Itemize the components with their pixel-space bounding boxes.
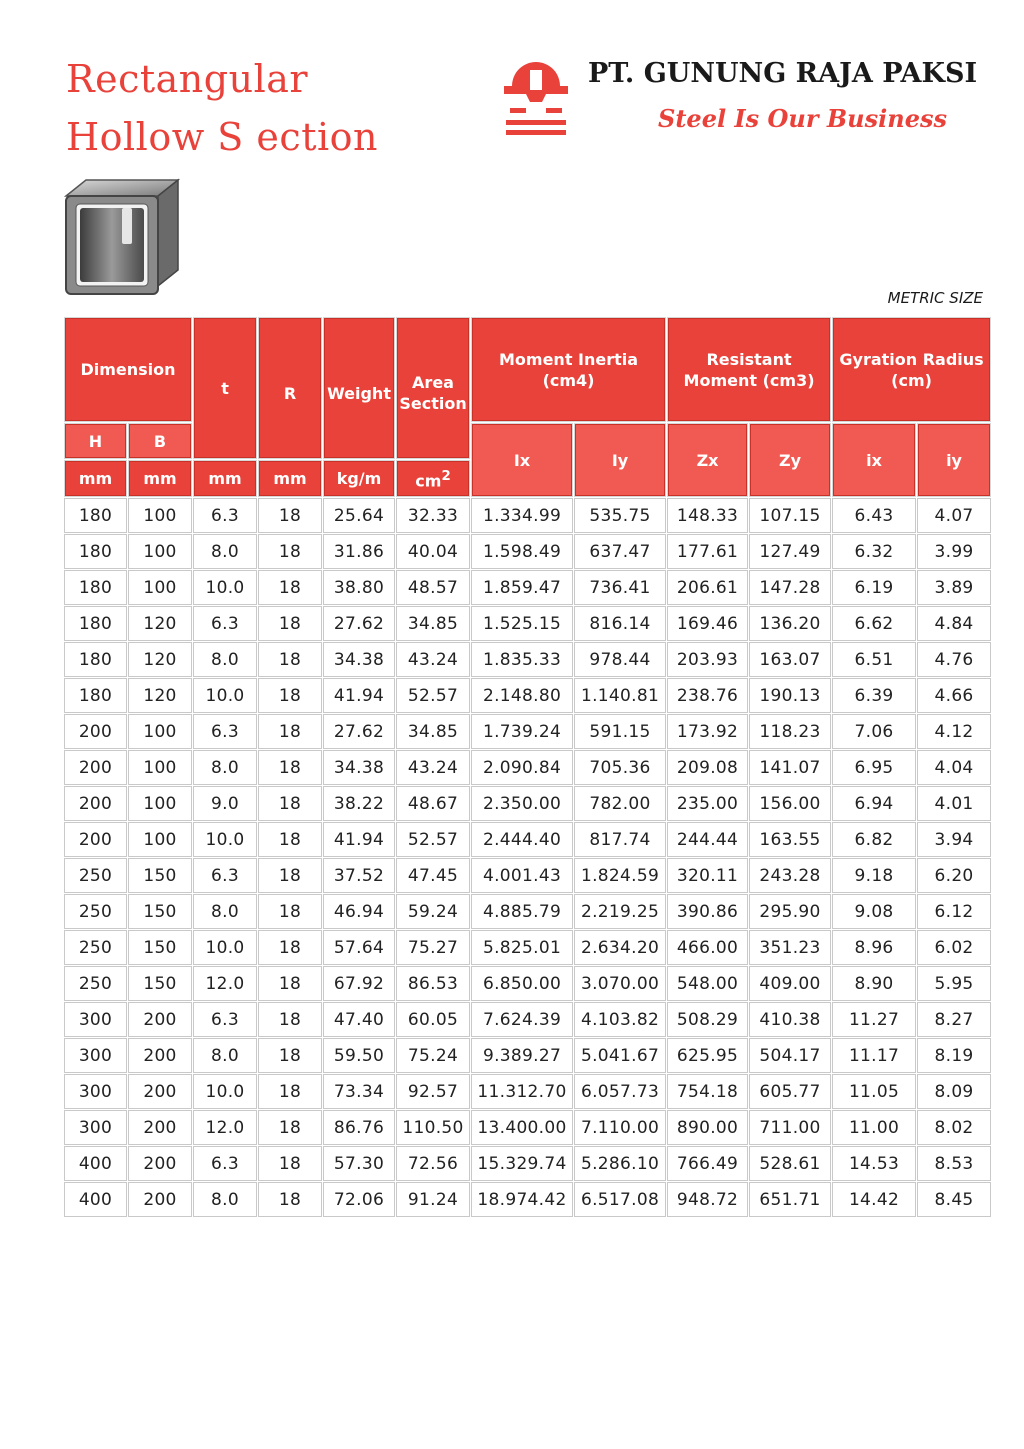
cell-weight: 41.94 — [324, 679, 394, 712]
cell-ix-moment: 2.444.40 — [472, 823, 572, 856]
cell-ix-radius: 6.39 — [833, 679, 915, 712]
cell-ix-moment: 15.329.74 — [472, 1147, 572, 1180]
metric-size-label: METRIC SIZE — [887, 289, 983, 307]
cell-t: 8.0 — [194, 1039, 256, 1072]
cell-t: 10.0 — [194, 1075, 256, 1108]
cell-b: 100 — [129, 715, 191, 748]
cell-weight: 57.30 — [324, 1147, 394, 1180]
cell-zx: 209.08 — [668, 751, 747, 784]
cell-weight: 34.38 — [324, 643, 394, 676]
header-zy: Zy — [750, 424, 830, 496]
cell-weight: 27.62 — [324, 715, 394, 748]
cell-r: 18 — [259, 859, 321, 892]
cell-area: 110.50 — [397, 1111, 469, 1144]
cell-t: 10.0 — [194, 571, 256, 604]
table-row — [65, 1183, 990, 1216]
cell-ix-moment: 18.974.42 — [472, 1183, 572, 1216]
cell-zy: 528.61 — [750, 1147, 830, 1180]
cell-ix-radius: 9.18 — [833, 859, 915, 892]
cell-b: 120 — [129, 643, 191, 676]
cell-ix-radius: 6.62 — [833, 607, 915, 640]
table-row — [65, 1075, 990, 1108]
cell-iy-moment: 6.057.73 — [575, 1075, 665, 1108]
cell-zy: 504.17 — [750, 1039, 830, 1072]
cell-iy-moment: 705.36 — [575, 751, 665, 784]
cell-t: 6.3 — [194, 859, 256, 892]
cell-b: 200 — [129, 1075, 191, 1108]
cell-weight: 25.64 — [324, 499, 394, 532]
cell-area: 34.85 — [397, 715, 469, 748]
header-gyration-radius: Gyration Radius (cm) — [833, 318, 990, 421]
cell-r: 18 — [259, 823, 321, 856]
cell-zx: 766.49 — [668, 1147, 747, 1180]
cell-r: 18 — [259, 1183, 321, 1216]
cell-iy-moment: 1.824.59 — [575, 859, 665, 892]
table-row — [65, 1147, 990, 1180]
cell-ix-moment: 9.389.27 — [472, 1039, 572, 1072]
cell-h: 250 — [65, 859, 126, 892]
cell-h: 300 — [65, 1075, 126, 1108]
cell-zx: 177.61 — [668, 535, 747, 568]
cell-h: 400 — [65, 1183, 126, 1216]
unit-area-base: cm — [415, 471, 442, 491]
cell-r: 18 — [259, 715, 321, 748]
cell-h: 180 — [65, 607, 126, 640]
cell-t: 6.3 — [194, 499, 256, 532]
cell-zy: 605.77 — [750, 1075, 830, 1108]
header-iy-moment: Iy — [575, 424, 665, 496]
cell-h: 300 — [65, 1039, 126, 1072]
rectangular-hollow-section-icon — [60, 174, 184, 298]
cell-ix-moment: 4.885.79 — [472, 895, 572, 928]
cell-iy-radius: 6.02 — [918, 931, 990, 964]
unit-weight: kg/m — [324, 461, 394, 496]
header-zx: Zx — [668, 424, 747, 496]
cell-h: 200 — [65, 787, 126, 820]
cell-h: 250 — [65, 895, 126, 928]
grp-logo-icon — [504, 50, 568, 142]
cell-b: 100 — [129, 823, 191, 856]
cell-h: 300 — [65, 1003, 126, 1036]
cell-area: 40.04 — [397, 535, 469, 568]
table-row — [65, 571, 990, 604]
cell-ix-radius: 6.43 — [833, 499, 915, 532]
table-row — [65, 715, 990, 748]
cell-b: 100 — [129, 787, 191, 820]
header-r: R — [259, 318, 321, 458]
table-row — [65, 859, 990, 892]
cell-iy-moment: 2.634.20 — [575, 931, 665, 964]
cell-iy-radius: 3.94 — [918, 823, 990, 856]
cell-ix-moment: 4.001.43 — [472, 859, 572, 892]
unit-t: mm — [194, 461, 256, 496]
cell-iy-moment: 736.41 — [575, 571, 665, 604]
cell-iy-radius: 3.99 — [918, 535, 990, 568]
cell-h: 180 — [65, 679, 126, 712]
header-weight: Weight — [324, 318, 394, 458]
cell-iy-radius: 5.95 — [918, 967, 990, 1000]
cell-t: 6.3 — [194, 607, 256, 640]
cell-b: 200 — [129, 1039, 191, 1072]
cell-iy-moment: 637.47 — [575, 535, 665, 568]
cell-ix-radius: 6.51 — [833, 643, 915, 676]
cell-ix-moment: 5.825.01 — [472, 931, 572, 964]
cell-t: 8.0 — [194, 751, 256, 784]
cell-b: 200 — [129, 1111, 191, 1144]
header-area-section: Area Section — [397, 318, 469, 458]
cell-weight: 72.06 — [324, 1183, 394, 1216]
cell-b: 200 — [129, 1003, 191, 1036]
table-row — [65, 787, 990, 820]
cell-r: 18 — [259, 1003, 321, 1036]
cell-ix-moment: 2.148.80 — [472, 679, 572, 712]
cell-iy-radius: 8.45 — [918, 1183, 990, 1216]
cell-iy-moment: 6.517.08 — [575, 1183, 665, 1216]
cell-r: 18 — [259, 787, 321, 820]
cell-zx: 169.46 — [668, 607, 747, 640]
cell-b: 150 — [129, 931, 191, 964]
cell-b: 150 — [129, 967, 191, 1000]
cell-zy: 190.13 — [750, 679, 830, 712]
cell-h: 400 — [65, 1147, 126, 1180]
cell-iy-radius: 4.07 — [918, 499, 990, 532]
cell-h: 200 — [65, 715, 126, 748]
cell-h: 300 — [65, 1111, 126, 1144]
cell-t: 6.3 — [194, 715, 256, 748]
cell-area: 59.24 — [397, 895, 469, 928]
header-ix-moment: Ix — [472, 424, 572, 496]
cell-ix-radius: 8.90 — [833, 967, 915, 1000]
table-row — [65, 643, 990, 676]
cell-iy-radius: 3.89 — [918, 571, 990, 604]
cell-zx: 235.00 — [668, 787, 747, 820]
cell-zy: 409.00 — [750, 967, 830, 1000]
cell-h: 250 — [65, 967, 126, 1000]
cell-t: 12.0 — [194, 967, 256, 1000]
cell-area: 43.24 — [397, 643, 469, 676]
header-iy-radius: iy — [918, 424, 990, 496]
cell-weight: 34.38 — [324, 751, 394, 784]
cell-iy-moment: 5.041.67 — [575, 1039, 665, 1072]
cell-weight: 41.94 — [324, 823, 394, 856]
cell-iy-moment: 978.44 — [575, 643, 665, 676]
cell-t: 10.0 — [194, 823, 256, 856]
cell-iy-moment: 3.070.00 — [575, 967, 665, 1000]
cell-h: 200 — [65, 823, 126, 856]
cell-r: 18 — [259, 535, 321, 568]
cell-zy: 410.38 — [750, 1003, 830, 1036]
cell-b: 100 — [129, 571, 191, 604]
cell-b: 120 — [129, 679, 191, 712]
cell-ix-moment: 1.334.99 — [472, 499, 572, 532]
cell-h: 180 — [65, 571, 126, 604]
cell-t: 10.0 — [194, 679, 256, 712]
cell-zy: 107.15 — [750, 499, 830, 532]
title-line-1: Rectangular — [66, 57, 309, 101]
header-h: H — [65, 424, 126, 458]
cell-zy: 156.00 — [750, 787, 830, 820]
cell-r: 18 — [259, 1111, 321, 1144]
cell-iy-radius: 4.04 — [918, 751, 990, 784]
cell-r: 18 — [259, 571, 321, 604]
cell-zy: 141.07 — [750, 751, 830, 784]
cell-ix-moment: 1.739.24 — [472, 715, 572, 748]
cell-b: 120 — [129, 607, 191, 640]
cell-weight: 59.50 — [324, 1039, 394, 1072]
cell-r: 18 — [259, 967, 321, 1000]
cell-h: 200 — [65, 751, 126, 784]
cell-zx: 203.93 — [668, 643, 747, 676]
cell-weight: 86.76 — [324, 1111, 394, 1144]
header-resistant-moment: Resistant Moment (cm3) — [668, 318, 830, 421]
cell-zx: 508.29 — [668, 1003, 747, 1036]
cell-area: 75.24 — [397, 1039, 469, 1072]
cell-weight: 38.22 — [324, 787, 394, 820]
rhs-spec-table — [62, 315, 993, 1219]
cell-t: 8.0 — [194, 895, 256, 928]
cell-zx: 244.44 — [668, 823, 747, 856]
cell-area: 92.57 — [397, 1075, 469, 1108]
cell-ix-moment: 1.835.33 — [472, 643, 572, 676]
cell-iy-radius: 4.76 — [918, 643, 990, 676]
cell-iy-moment: 782.00 — [575, 787, 665, 820]
cell-zx: 238.76 — [668, 679, 747, 712]
unit-h: mm — [65, 461, 126, 496]
cell-t: 8.0 — [194, 643, 256, 676]
cell-area: 48.67 — [397, 787, 469, 820]
cell-zx: 625.95 — [668, 1039, 747, 1072]
cell-ix-moment: 7.624.39 — [472, 1003, 572, 1036]
cell-t: 6.3 — [194, 1147, 256, 1180]
table-row — [65, 679, 990, 712]
cell-ix-radius: 6.94 — [833, 787, 915, 820]
page-title — [66, 50, 378, 166]
table-row — [65, 499, 990, 532]
cell-b: 150 — [129, 859, 191, 892]
cell-ix-radius: 9.08 — [833, 895, 915, 928]
cell-r: 18 — [259, 1147, 321, 1180]
cell-b: 200 — [129, 1147, 191, 1180]
cell-ix-moment: 1.525.15 — [472, 607, 572, 640]
cell-ix-radius: 11.05 — [833, 1075, 915, 1108]
header-dimension: Dimension — [65, 318, 191, 421]
cell-t: 12.0 — [194, 1111, 256, 1144]
cell-zy: 136.20 — [750, 607, 830, 640]
cell-iy-moment: 817.74 — [575, 823, 665, 856]
cell-iy-radius: 4.84 — [918, 607, 990, 640]
cell-weight: 27.62 — [324, 607, 394, 640]
cell-b: 150 — [129, 895, 191, 928]
cell-iy-moment: 591.15 — [575, 715, 665, 748]
cell-area: 72.56 — [397, 1147, 469, 1180]
cell-iy-radius: 4.66 — [918, 679, 990, 712]
table-body — [65, 499, 990, 1216]
cell-ix-radius: 8.96 — [833, 931, 915, 964]
cell-r: 18 — [259, 1039, 321, 1072]
cell-ix-radius: 7.06 — [833, 715, 915, 748]
cell-zx: 466.00 — [668, 931, 747, 964]
company-name: PT. GUNUNG RAJA PAKSI — [588, 58, 978, 89]
cell-zx: 148.33 — [668, 499, 747, 532]
cell-ix-radius: 11.27 — [833, 1003, 915, 1036]
cell-iy-moment: 5.286.10 — [575, 1147, 665, 1180]
cell-t: 10.0 — [194, 931, 256, 964]
cell-ix-moment: 1.598.49 — [472, 535, 572, 568]
cell-ix-radius: 11.00 — [833, 1111, 915, 1144]
cell-area: 52.57 — [397, 679, 469, 712]
cell-area: 32.33 — [397, 499, 469, 532]
table-row — [65, 823, 990, 856]
cell-iy-moment: 2.219.25 — [575, 895, 665, 928]
table-row — [65, 1039, 990, 1072]
table-row — [65, 931, 990, 964]
unit-area — [397, 461, 469, 496]
cell-zx: 754.18 — [668, 1075, 747, 1108]
cell-zx: 206.61 — [668, 571, 747, 604]
cell-weight: 67.92 — [324, 967, 394, 1000]
cell-zy: 147.28 — [750, 571, 830, 604]
cell-zy: 163.07 — [750, 643, 830, 676]
cell-ix-moment: 1.859.47 — [472, 571, 572, 604]
cell-iy-moment: 4.103.82 — [575, 1003, 665, 1036]
cell-ix-moment: 11.312.70 — [472, 1075, 572, 1108]
cell-iy-moment: 816.14 — [575, 607, 665, 640]
cell-area: 86.53 — [397, 967, 469, 1000]
cell-zy: 243.28 — [750, 859, 830, 892]
cell-ix-moment: 2.350.00 — [472, 787, 572, 820]
cell-iy-radius: 6.12 — [918, 895, 990, 928]
cell-area: 43.24 — [397, 751, 469, 784]
cell-zx: 948.72 — [668, 1183, 747, 1216]
cell-h: 180 — [65, 499, 126, 532]
header-ix-radius: ix — [833, 424, 915, 496]
cell-weight: 57.64 — [324, 931, 394, 964]
table-row — [65, 1003, 990, 1036]
table-row — [65, 895, 990, 928]
table-row — [65, 751, 990, 784]
cell-b: 100 — [129, 751, 191, 784]
cell-weight: 47.40 — [324, 1003, 394, 1036]
cell-area: 48.57 — [397, 571, 469, 604]
cell-ix-radius: 14.42 — [833, 1183, 915, 1216]
cell-area: 47.45 — [397, 859, 469, 892]
cell-zy: 118.23 — [750, 715, 830, 748]
cell-iy-radius: 8.53 — [918, 1147, 990, 1180]
cell-area: 75.27 — [397, 931, 469, 964]
cell-iy-radius: 8.02 — [918, 1111, 990, 1144]
cell-zx: 890.00 — [668, 1111, 747, 1144]
cell-iy-radius: 4.01 — [918, 787, 990, 820]
cell-zx: 548.00 — [668, 967, 747, 1000]
cell-zy: 651.71 — [750, 1183, 830, 1216]
cell-zx: 320.11 — [668, 859, 747, 892]
cell-ix-radius: 6.95 — [833, 751, 915, 784]
cell-iy-radius: 4.12 — [918, 715, 990, 748]
cell-ix-radius: 6.19 — [833, 571, 915, 604]
cell-ix-radius: 6.32 — [833, 535, 915, 568]
cell-iy-moment: 535.75 — [575, 499, 665, 532]
cell-t: 8.0 — [194, 535, 256, 568]
cell-t: 9.0 — [194, 787, 256, 820]
cell-zy: 351.23 — [750, 931, 830, 964]
cell-h: 180 — [65, 535, 126, 568]
unit-r: mm — [259, 461, 321, 496]
cell-r: 18 — [259, 751, 321, 784]
cell-ix-radius: 6.82 — [833, 823, 915, 856]
cell-area: 60.05 — [397, 1003, 469, 1036]
cell-r: 18 — [259, 931, 321, 964]
company-tagline: Steel Is Our Business — [658, 104, 947, 133]
cell-zx: 173.92 — [668, 715, 747, 748]
table-row — [65, 535, 990, 568]
cell-iy-radius: 8.19 — [918, 1039, 990, 1072]
cell-b: 100 — [129, 499, 191, 532]
table-row — [65, 607, 990, 640]
cell-r: 18 — [259, 607, 321, 640]
cell-weight: 37.52 — [324, 859, 394, 892]
cell-r: 18 — [259, 643, 321, 676]
cell-zy: 711.00 — [750, 1111, 830, 1144]
cell-r: 18 — [259, 499, 321, 532]
cell-iy-moment: 7.110.00 — [575, 1111, 665, 1144]
cell-weight: 38.80 — [324, 571, 394, 604]
header-t: t — [194, 318, 256, 458]
cell-iy-radius: 8.09 — [918, 1075, 990, 1108]
unit-b: mm — [129, 461, 191, 496]
cell-t: 8.0 — [194, 1183, 256, 1216]
cell-area: 52.57 — [397, 823, 469, 856]
cell-area: 34.85 — [397, 607, 469, 640]
cell-h: 250 — [65, 931, 126, 964]
cell-zx: 390.86 — [668, 895, 747, 928]
cell-zy: 163.55 — [750, 823, 830, 856]
cell-ix-moment: 6.850.00 — [472, 967, 572, 1000]
cell-r: 18 — [259, 895, 321, 928]
cell-h: 180 — [65, 643, 126, 676]
title-line-2: Hollow S ection — [66, 115, 378, 159]
cell-weight: 31.86 — [324, 535, 394, 568]
cell-iy-radius: 8.27 — [918, 1003, 990, 1036]
cell-iy-radius: 6.20 — [918, 859, 990, 892]
cell-b: 100 — [129, 535, 191, 568]
cell-ix-moment: 2.090.84 — [472, 751, 572, 784]
table-row — [65, 967, 990, 1000]
cell-r: 18 — [259, 679, 321, 712]
cell-weight: 46.94 — [324, 895, 394, 928]
cell-zy: 295.90 — [750, 895, 830, 928]
header-moment-inertia: Moment Inertia (cm4) — [472, 318, 665, 421]
cell-zy: 127.49 — [750, 535, 830, 568]
cell-t: 6.3 — [194, 1003, 256, 1036]
header-b: B — [129, 424, 191, 458]
table-row — [65, 1111, 990, 1144]
unit-area-superscript: 2 — [441, 468, 451, 484]
cell-ix-radius: 14.53 — [833, 1147, 915, 1180]
cell-b: 200 — [129, 1183, 191, 1216]
cell-ix-moment: 13.400.00 — [472, 1111, 572, 1144]
cell-r: 18 — [259, 1075, 321, 1108]
cell-area: 91.24 — [397, 1183, 469, 1216]
cell-weight: 73.34 — [324, 1075, 394, 1108]
cell-iy-moment: 1.140.81 — [575, 679, 665, 712]
cell-ix-radius: 11.17 — [833, 1039, 915, 1072]
